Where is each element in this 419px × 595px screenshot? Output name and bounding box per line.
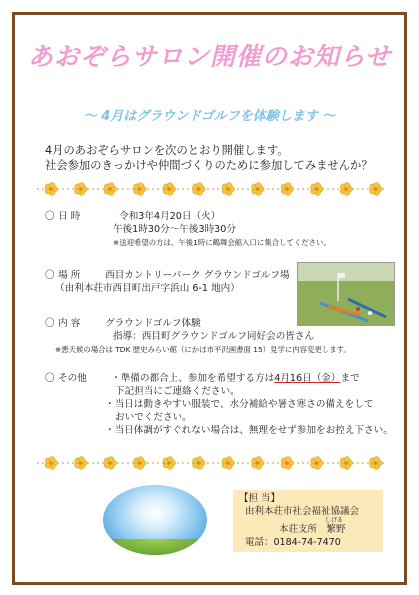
bullet: 〇 xyxy=(45,373,55,384)
contact-branch: 本荘支所 繁野 xyxy=(279,524,346,535)
flower-icon xyxy=(104,457,117,470)
other-section xyxy=(45,372,393,437)
flower-icon xyxy=(311,457,324,470)
flower-icon xyxy=(222,457,235,470)
flower-icon xyxy=(281,457,294,470)
datetime-time: 午後1時30分～午後3時30分 xyxy=(113,224,236,235)
datetime-note: ※送迎希望の方は、午後1時に鶴舞会館入口に集合してください。 xyxy=(113,238,331,247)
other-bullet-1-pre: ・準備の都合上、参加を希望する方は xyxy=(111,373,275,384)
bullet: 〇 xyxy=(45,211,55,222)
flower-icon xyxy=(193,457,206,470)
flower-icon xyxy=(75,183,88,196)
sky-illustration xyxy=(103,485,207,555)
datetime-label: 日 時 xyxy=(58,211,81,222)
flower-icon xyxy=(370,457,383,470)
contact-org: 由利本荘市社会福祉協議会 xyxy=(245,505,360,517)
content-instructor: 指導：西目町グラウンドゴルフ同好会の皆さん xyxy=(113,331,315,342)
other-label: その他 xyxy=(58,373,87,384)
intro-line-1: 4月のあおぞらサロンを次のとおり開催します。 xyxy=(45,144,289,157)
other-bullet-1-line2: 下記担当にご連絡ください。 xyxy=(115,386,240,397)
flower-row-icon xyxy=(37,181,387,197)
contact-box xyxy=(233,490,383,552)
deadline-date: 4月16日（金） xyxy=(274,373,341,384)
flower-icon xyxy=(252,183,265,196)
groundgolf-photo-image xyxy=(298,263,394,325)
content-note: ※悪天候の場合は TDK 歴史みらい館（にかほ市平沢画書面 15）見学に内容変更します。 xyxy=(55,345,351,354)
other-bullet-1-post: まで xyxy=(340,373,360,384)
flower-icon xyxy=(281,183,294,196)
flower-icon xyxy=(163,457,176,470)
grass-illustration xyxy=(103,539,207,555)
content-section xyxy=(45,317,351,356)
intro-text xyxy=(45,143,395,173)
place-label: 場 所 xyxy=(58,270,81,281)
flower-icon xyxy=(163,183,176,196)
place-section xyxy=(45,269,290,295)
place-name: 西目カントリーパーク グラウンドゴルフ場 xyxy=(105,270,290,281)
datetime-date: 令和3年4月20日（火） xyxy=(119,211,221,222)
flower-divider-top xyxy=(37,181,387,197)
flyer-subtitle: ～ 4月はグラウンドゴルフを体験します ～ xyxy=(83,109,336,124)
bullet: 〇 xyxy=(45,318,55,329)
content-line-1: グラウンドゴルフ体験 xyxy=(105,318,201,329)
flower-icon xyxy=(134,457,147,470)
flower-icon xyxy=(45,183,58,196)
flower-icon xyxy=(45,457,58,470)
contact-phone: 電話：0184-74-7470 xyxy=(245,536,341,548)
flower-icon xyxy=(104,183,117,196)
flower-icon xyxy=(134,183,147,196)
flower-icon xyxy=(340,457,353,470)
content-label: 内 容 xyxy=(58,318,81,329)
datetime-section xyxy=(45,210,331,249)
flower-icon xyxy=(222,183,235,196)
flower-icon xyxy=(311,183,324,196)
flower-divider-bottom xyxy=(37,455,387,471)
flower-icon xyxy=(252,457,265,470)
flyer-frame xyxy=(12,12,407,585)
flower-row-icon xyxy=(37,455,387,471)
other-bullet-3: ・当日体調がすぐれない場合は、無理をせず参加をお控え下さい。 xyxy=(105,425,393,436)
flower-icon xyxy=(340,183,353,196)
other-bullet-2-line2: おいでください。 xyxy=(115,412,192,423)
bullet: 〇 xyxy=(45,270,55,281)
intro-line-2: 社会参加のきっかけや仲間づくりのために参加してみませんか？ xyxy=(45,159,373,172)
flower-icon xyxy=(193,183,206,196)
place-address: （由利本荘市西目町出戸字浜山 6-1 地内） xyxy=(55,283,240,294)
other-bullet-2-line1: ・当日は動きやすい服装で、水分補給や暑さ寒さの備えをして xyxy=(105,399,374,410)
contact-heading: 【担 当】 xyxy=(239,493,281,504)
flower-icon xyxy=(370,183,383,196)
contact-ruby: しげる xyxy=(325,517,344,524)
flyer-title: あおぞらサロン開催のお知らせ xyxy=(27,42,392,71)
flower-icon xyxy=(75,457,88,470)
